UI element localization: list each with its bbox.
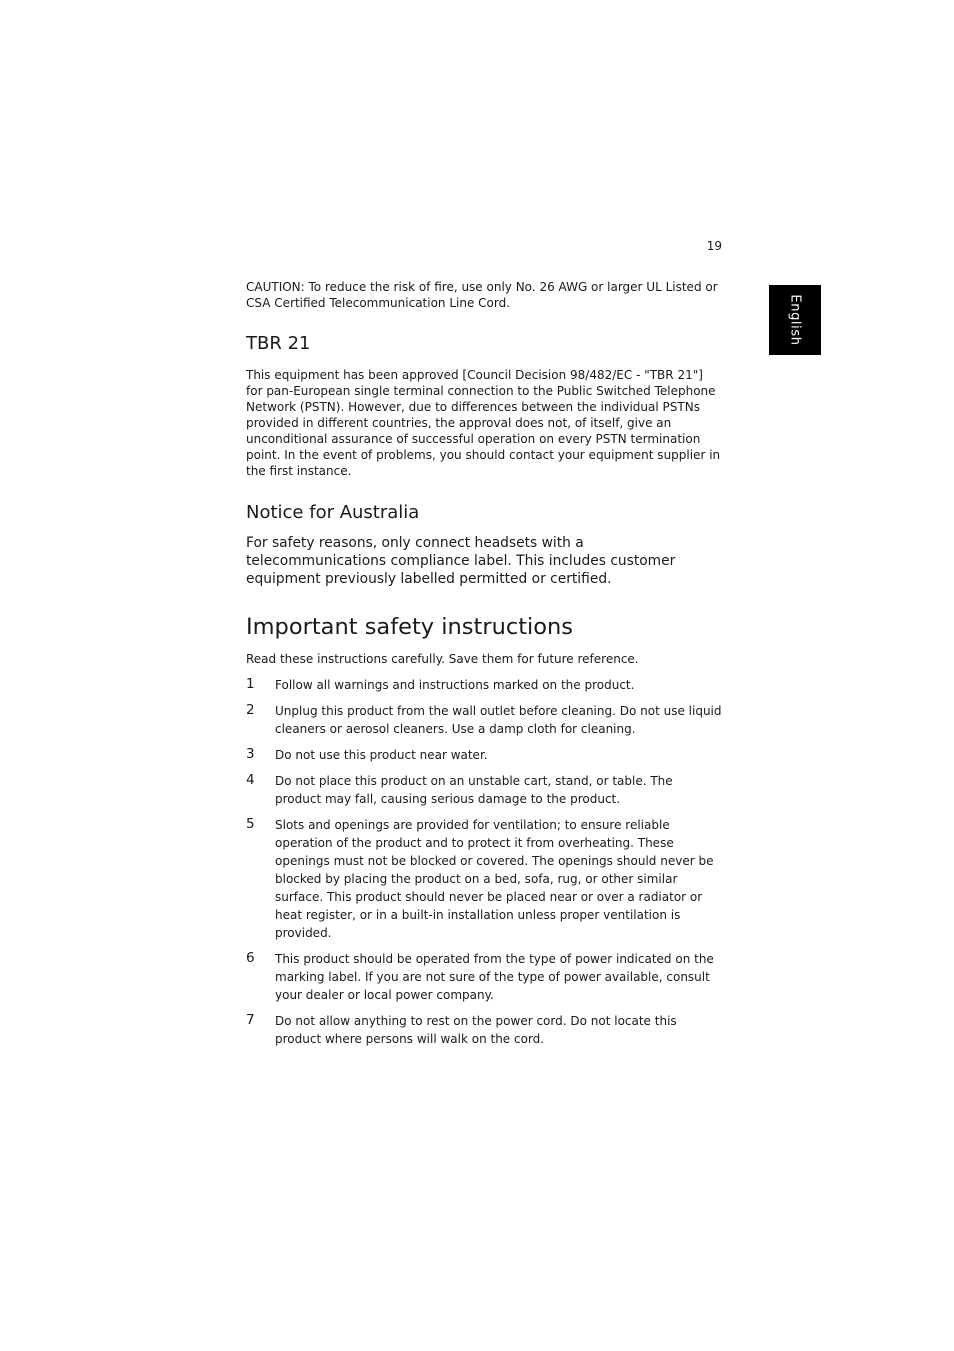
list-item-text: Unplug this product from the wall outlet before cleaning. Do not use liquid cleaners or aerosol cleaners. Use a damp cloth for cleaning.: [275, 704, 722, 736]
list-item-number: 3: [246, 746, 255, 762]
list-item-text: Follow all warnings and instructions marked on the product.: [275, 678, 635, 692]
list-item: [246, 772, 722, 808]
list-item-number: 5: [246, 816, 255, 832]
list-item-text: Do not use this product near water.: [275, 748, 488, 762]
list-item: [246, 702, 722, 738]
list-item-number: 4: [246, 772, 255, 788]
page-number: 19: [706, 239, 722, 253]
list-item: [246, 1012, 722, 1048]
list-item-number: 6: [246, 950, 255, 966]
australia-heading: Notice for Australia: [246, 502, 420, 523]
safety-heading: Important safety instructions: [246, 614, 574, 640]
australia-body: For safety reasons, only connect headsets with a telecommunications compliance label. This includes customer equipment previously labelled permitted or certified.: [246, 535, 676, 587]
tbr21-heading: TBR 21: [246, 333, 311, 354]
caution-note: CAUTION: To reduce the risk of fire, use only No. 26 AWG or larger UL Listed or CSA Certified Telecommunication Line Cord.: [246, 280, 718, 310]
list-item: [246, 950, 722, 1004]
list-item-number: 1: [246, 676, 255, 692]
list-item-number: 7: [246, 1012, 255, 1028]
list-item: [246, 746, 722, 764]
list-item-text: Slots and openings are provided for ventilation; to ensure reliable operation of the product and to protect it from overheating. These openings must not be blocked or covered. The openings should never be blocked by placing the product on a bed, sofa, rug, or other similar surface. This product should never be placed near or over a radiator or heat register, or in a built-in installation unless proper ventilation is provided.: [275, 818, 714, 940]
list-item: [246, 676, 722, 694]
list-item-text: This product should be operated from the type of power indicated on the marking label. If you are not sure of the type of power available, consult your dealer or local power company.: [275, 952, 714, 1002]
list-item: [246, 816, 722, 942]
language-tab-label: English: [787, 294, 803, 346]
safety-intro: Read these instructions carefully. Save them for future reference.: [246, 652, 639, 666]
page-content: [246, 279, 722, 1056]
list-item-number: 2: [246, 702, 255, 718]
language-tab: [769, 285, 821, 355]
list-item-text: Do not place this product on an unstable cart, stand, or table. The product may fall, causing serious damage to the product.: [275, 774, 673, 806]
safety-list: [246, 676, 722, 1048]
tbr21-body: This equipment has been approved [Council Decision 98/482/EC - "TBR 21"] for pan-European single terminal connection to the Public Switched Telephone Network (PSTN). However, due to differences between the individual PSTNs provided in different countries, the approval does not, of itself, give an unconditional assurance of successful operation on every PSTN termination point. In the event of problems, you should contact your equipment supplier in the first instance.: [246, 368, 721, 478]
list-item-text: Do not allow anything to rest on the power cord. Do not locate this product where persons will walk on the cord.: [275, 1014, 677, 1046]
